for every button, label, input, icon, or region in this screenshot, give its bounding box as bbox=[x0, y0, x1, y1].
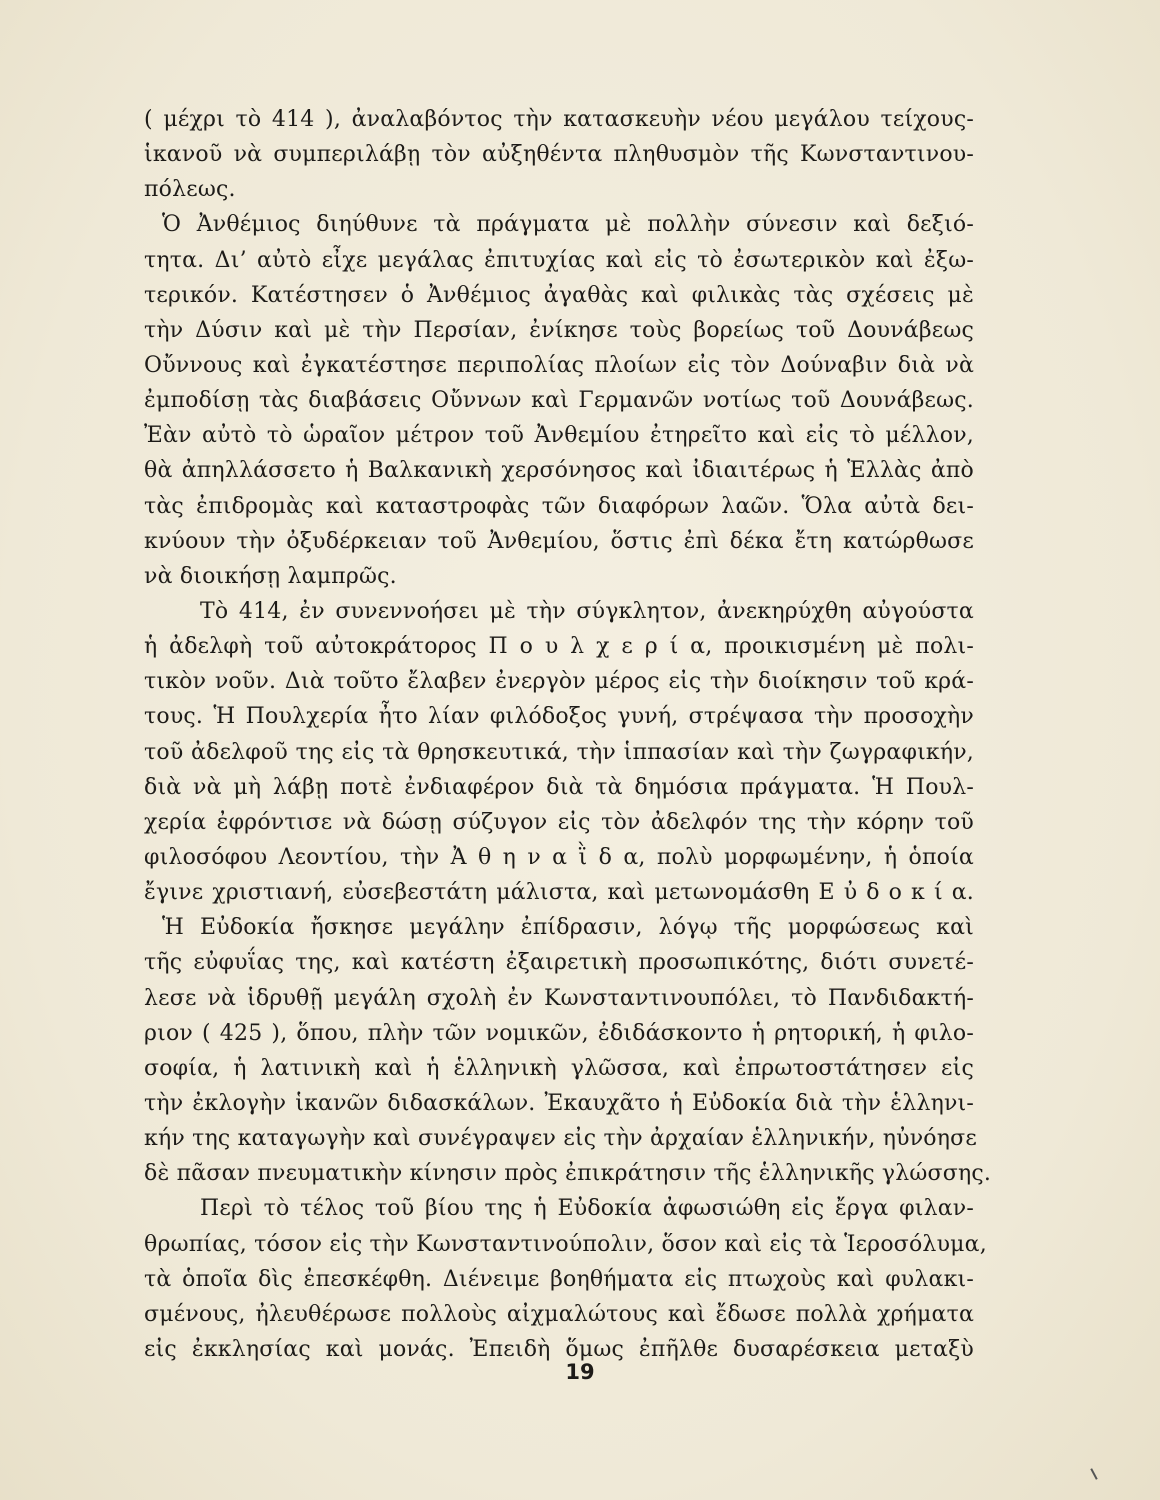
text-line: χερία ἐφρόντισε νὰ δώσῃ σύζυγον εἰς τὸν ἀδελφόν της τὴν κόρην τοῦ bbox=[144, 809, 974, 835]
text-line: τοῦ ἀδελφοῦ της εἰς τὰ θρησκευτικά, τὴν ἱππασίαν καὶ τὴν ζωγραφικήν, bbox=[144, 739, 974, 765]
text-line: ἔγινε χριστιανή, εὐσεβεστάτη μάλιστα, καὶ μετωνομάσθη Ε ὐ δ ο κ ί α. bbox=[144, 880, 974, 906]
text-line: τὴν ἐκλογὴν ἱκανῶν διδασκάλων. Ἐκαυχᾶτο ἡ Εὐδοκία διὰ τὴν ἑλληνι- bbox=[144, 1090, 974, 1116]
page-number: 19 bbox=[565, 1360, 595, 1384]
text-line: δὲ πᾶσαν πνευματικὴν κίνησιν πρὸς ἐπικράτησιν τῆς ἑλληνικῆς γλώσσης. bbox=[144, 1161, 992, 1187]
text-line: φιλοσόφου Λεοντίου, τὴν Ἀ θ η ν α ῒ δ α, πολὺ μορφωμένην, ἡ ὁποία bbox=[144, 844, 974, 870]
pencil-mark bbox=[1090, 1468, 1097, 1480]
text-line: Περὶ τὸ τέλος τοῦ βίου της ἡ Εὐδοκία ἀφωσιώθη εἰς ἔργα φιλαν- bbox=[200, 1196, 974, 1222]
text-line: τητα. Δι’ αὐτὸ εἶχε μεγάλας ἐπιτυχίας καὶ εἰς τὸ ἐσωτερικὸν καὶ ἐξω- bbox=[144, 247, 974, 273]
text-line: διὰ νὰ μὴ λάβῃ ποτὲ ἐνδιαφέρον διὰ τὰ δημόσια πράγματα. Ἡ Πουλ- bbox=[144, 774, 974, 800]
text-line: ἐμποδίσῃ τὰς διαβάσεις Οὔννων καὶ Γερμανῶν νοτίως τοῦ Δουνάβεως. bbox=[144, 388, 974, 414]
text-line: τὴν Δύσιν καὶ μὲ τὴν Περσίαν, ἐνίκησε τοὺς βορείως τοῦ Δουνάβεως bbox=[144, 317, 974, 343]
text-line: κνύουν τὴν ὀξυδέρκειαν τοῦ Ἀνθεμίου, ὅστις ἐπὶ δέκα ἔτη κατώρθωσε bbox=[144, 528, 974, 554]
text-line: ἡ ἀδελφὴ τοῦ αὐτοκράτορος Π ο υ λ χ ε ρ ί α, προικισμένη μὲ πολι- bbox=[144, 634, 974, 660]
text-line: σμένους, ἠλευθέρωσε πολλοὺς αἰχμαλώτους καὶ ἔδωσε πολλὰ χρήματα bbox=[144, 1301, 974, 1327]
body-text bbox=[144, 102, 992, 1367]
text-line: Τὸ 414, ἐν συνεννοήσει μὲ τὴν σύγκλητον, ἀνεκηρύχθη αὐγούστα bbox=[200, 598, 974, 624]
text-line: τῆς εὐφυΐας της, καὶ κατέστη ἐξαιρετικὴ προσωπικότης, διότι συνετέ- bbox=[144, 950, 974, 976]
text-line: θρωπίας, τόσον εἰς τὴν Κωνσταντινούπολιν, ὅσον καὶ εἰς τὰ Ἱεροσόλυμα, bbox=[144, 1231, 987, 1257]
text-line: Ἡ Εὐδοκία ἤσκησε μεγάλην ἐπίδρασιν, λόγῳ τῆς μορφώσεως καὶ bbox=[162, 915, 974, 941]
text-line: σοφία, ἡ λατινικὴ καὶ ἡ ἑλληνικὴ γλῶσσα, καὶ ἐπρωτοστάτησεν εἰς bbox=[144, 1055, 974, 1081]
text-line: τὰ ὁποῖα δὶς ἐπεσκέφθη. Διένειμε βοηθήματα εἰς πτωχοὺς καὶ φυλακι- bbox=[144, 1266, 974, 1292]
text-line: τὰς ἐπιδρομὰς καὶ καταστροφὰς τῶν διαφόρων λαῶν. Ὅλα αὐτὰ δει- bbox=[144, 493, 974, 519]
text-line: ριον ( 425 ), ὅπου, πλὴν τῶν νομικῶν, ἐδιδάσκοντο ἡ ρητορική, ἡ φιλο- bbox=[144, 1020, 974, 1046]
text-line: νὰ διοικήσῃ λαμπρῶς. bbox=[144, 563, 397, 589]
text-line: κήν της καταγωγὴν καὶ συνέγραψεν εἰς τὴν ἀρχαίαν ἑλληνικήν, ηὐνόησε bbox=[144, 1126, 977, 1152]
text-line: τους. Ἡ Πουλχερία ἦτο λίαν φιλόδοξος γυνή, στρέψασα τὴν προσοχὴν bbox=[144, 704, 974, 730]
text-line: ( μέχρι τὸ 414 ), ἀναλαβόντος τὴν κατασκευὴν νέου μεγάλου τείχους- bbox=[144, 107, 974, 132]
text-line: πόλεως. bbox=[144, 177, 236, 203]
text-line: ἱκανοῦ νὰ συμπεριλάβῃ τὸν αὐξηθέντα πληθυσμὸν τῆς Κωνσταντινου- bbox=[144, 142, 974, 168]
text-line: Οὔννους καὶ ἐγκατέστησε περιπολίας πλοίων εἰς τὸν Δούναβιν διὰ νὰ bbox=[144, 352, 974, 378]
text-line: τερικόν. Κατέστησεν ὁ Ἀνθέμιος ἀγαθὰς καὶ φιλικὰς τὰς σχέσεις μὲ bbox=[144, 282, 974, 308]
text-line: εἰς ἐκκλησίας καὶ μονάς. Ἐπειδὴ ὅμως ἐπῆλθε δυσαρέσκεια μεταξὺ bbox=[144, 1336, 974, 1362]
text-line: τικὸν νοῦν. Διὰ τοῦτο ἔλαβεν ἐνεργὸν μέρος εἰς τὴν διοίκησιν τοῦ κρά- bbox=[144, 669, 974, 695]
text-line: θὰ ἀπηλλάσσετο ἡ Βαλκανικὴ χερσόνησος καὶ ἰδιαιτέρως ἡ Ἑλλὰς ἀπὸ bbox=[144, 458, 974, 484]
text-line: λεσε νὰ ἱδρυθῇ μεγάλη σχολὴ ἐν Κωνσταντινουπόλει, τὸ Πανδιδακτή- bbox=[144, 985, 974, 1011]
text-line: Ἐὰν αὐτὸ τὸ ὡραῖον μέτρον τοῦ Ἀνθεμίου ἐτηρεῖτο καὶ εἰς τὸ μέλλον, bbox=[144, 423, 974, 449]
text-line: Ὁ Ἀνθέμιος διηύθυνε τὰ πράγματα μὲ πολλὴν σύνεσιν καὶ δεξιό- bbox=[162, 212, 974, 238]
